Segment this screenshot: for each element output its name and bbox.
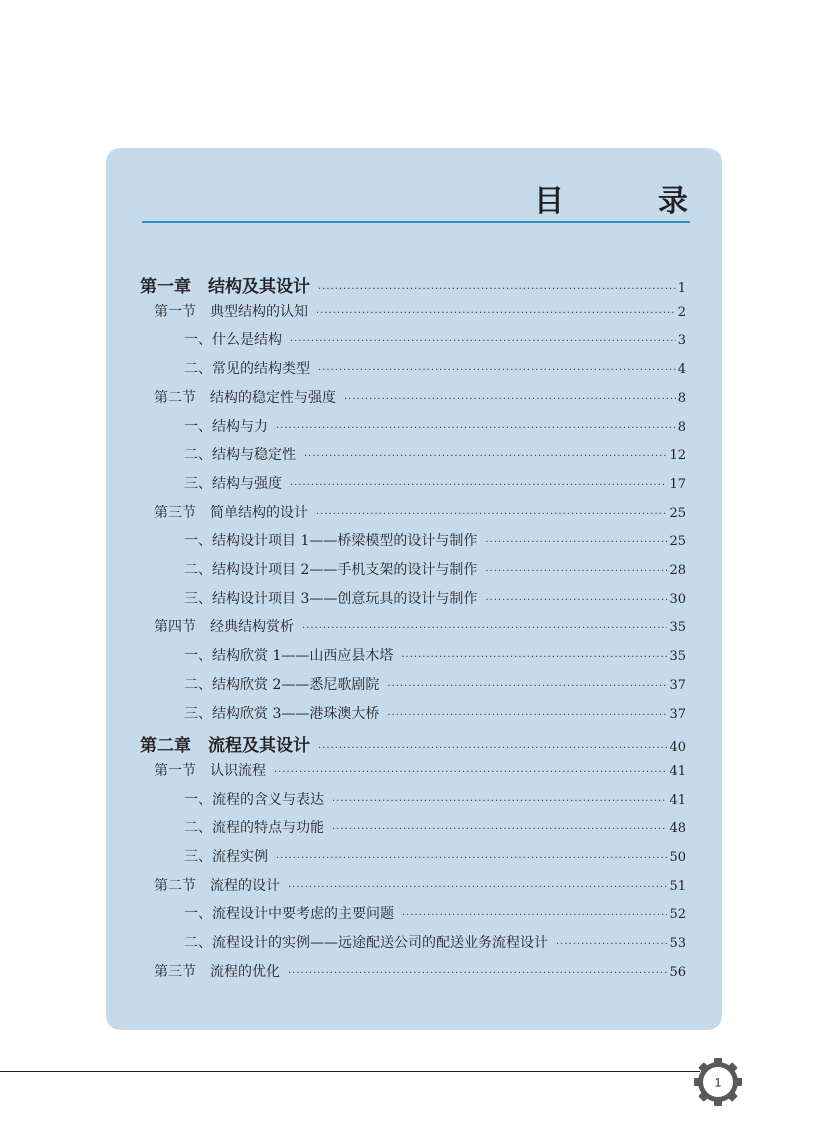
toc-page-number: 28: [669, 563, 686, 578]
leader-dots: [276, 423, 676, 434]
leader-dots: [485, 566, 667, 577]
toc-page-number: 41: [669, 763, 686, 779]
title-rule: [142, 221, 690, 223]
toc-page-number: 50: [669, 850, 686, 865]
toc-subsection[interactable]: [184, 530, 686, 556]
toc-section[interactable]: [154, 760, 686, 786]
leader-dots: [304, 451, 667, 462]
toc-subsection[interactable]: [184, 674, 686, 700]
leader-dots: [290, 480, 667, 491]
leader-dots: [276, 853, 667, 864]
toc-label: 第一节 典型结构的认知: [154, 303, 308, 320]
toc-page-number: 30: [669, 591, 686, 607]
toc-page-number: 3: [677, 333, 686, 349]
toc-label: 第二节 结构的稳定性与强度: [154, 389, 336, 406]
toc-section[interactable]: [154, 502, 686, 528]
toc-page-number: 35: [669, 649, 686, 665]
leader-dots: [332, 796, 667, 807]
toc-page-number: 51: [669, 878, 686, 894]
leader-dots: [274, 767, 667, 778]
leader-dots: [316, 509, 667, 520]
toc-label: 三、结构与强度: [184, 475, 282, 492]
toc-subsection[interactable]: [184, 645, 686, 671]
toc-page-number: 37: [669, 706, 686, 722]
toc-label: 一、什么是结构: [184, 332, 282, 349]
toc-page-number: 37: [669, 677, 686, 693]
leader-dots: [288, 882, 667, 893]
leader-dots: [402, 910, 667, 921]
toc-section[interactable]: [154, 301, 686, 327]
toc-label: 二、常见的结构类型: [184, 361, 310, 378]
leader-dots: [290, 336, 676, 347]
toc-label: 第一章 结构及其设计: [140, 277, 310, 297]
toc-label: 第四节 经典结构赏析: [154, 619, 294, 636]
toc-label: 一、流程设计中要考虑的主要问题: [184, 906, 394, 923]
toc-label: 二、结构欣赏 2——悉尼歌剧院: [184, 676, 380, 693]
toc-page-number: 12: [669, 448, 686, 464]
leader-dots: [318, 743, 667, 754]
toc-page-number: 48: [669, 821, 686, 837]
toc-label: 第二节 流程的设计: [154, 877, 280, 894]
page-number: 1: [714, 1075, 722, 1090]
toc-page-number: 25: [669, 534, 686, 550]
toc-page-number: 52: [669, 907, 686, 923]
toc-page-number: 35: [669, 620, 686, 636]
leader-dots: [288, 968, 667, 979]
leader-dots: [485, 537, 667, 548]
toc-panel: [106, 148, 722, 1030]
toc-label: 二、流程设计的实例——远途配送公司的配送业务流程设计: [184, 935, 548, 952]
toc-page-number: 4: [677, 362, 686, 378]
toc-page-number: 1: [677, 281, 686, 296]
toc-page-number: 40: [669, 740, 686, 756]
toc-subsection[interactable]: [184, 932, 686, 958]
toc-subsection[interactable]: [184, 416, 686, 442]
toc-label: 第二章 流程及其设计: [140, 736, 310, 757]
toc-label: 一、结构欣赏 1——山西应县木塔: [184, 648, 394, 665]
toc-page-number: 41: [669, 792, 686, 808]
toc-page-number: 2: [677, 304, 686, 320]
toc-label: 一、结构与力: [184, 418, 268, 435]
toc-subsection[interactable]: [184, 473, 686, 499]
leader-dots: [556, 939, 667, 950]
toc-subsection[interactable]: [184, 703, 686, 729]
leader-dots: [316, 308, 676, 319]
toc-subsection[interactable]: [184, 846, 686, 872]
toc-subsection[interactable]: [184, 817, 686, 843]
toc-section[interactable]: [154, 616, 686, 642]
toc-subsection[interactable]: [184, 329, 686, 355]
leader-dots: [332, 824, 667, 835]
leader-dots: [344, 394, 676, 405]
toc-label: 二、结构与稳定性: [184, 447, 296, 464]
leader-dots: [401, 652, 667, 663]
toc-subsection[interactable]: [184, 559, 686, 585]
toc-label: 二、流程的特点与功能: [184, 820, 324, 837]
toc-section[interactable]: [154, 875, 686, 901]
toc-label: 三、结构设计项目 3——创意玩具的设计与制作: [184, 590, 478, 607]
toc-subsection[interactable]: [184, 444, 686, 470]
toc-chapter[interactable]: [140, 731, 686, 757]
toc-label: 第三节 流程的优化: [154, 963, 280, 980]
leader-dots: [318, 284, 676, 295]
leader-dots: [302, 623, 667, 634]
toc-page-number: 56: [669, 964, 686, 980]
toc-subsection[interactable]: [184, 903, 686, 929]
leader-dots: [318, 365, 676, 376]
toc-label: 一、结构设计项目 1——桥梁模型的设计与制作: [184, 533, 478, 550]
toc-page-number: 17: [669, 476, 686, 492]
toc-label: 三、流程实例: [184, 849, 268, 865]
toc-page-number: 53: [669, 936, 686, 952]
toc-subsection[interactable]: [184, 789, 686, 815]
page-title: 目 录: [534, 184, 720, 219]
toc-subsection[interactable]: [184, 358, 686, 384]
toc-label: 二、结构设计项目 2——手机支架的设计与制作: [184, 562, 478, 578]
toc-subsection[interactable]: [184, 588, 686, 614]
gear-icon: [694, 1058, 742, 1106]
toc-label: 一、流程的含义与表达: [184, 791, 324, 808]
leader-dots: [387, 681, 667, 692]
leader-dots: [387, 710, 667, 721]
toc-label: 第三节 简单结构的设计: [154, 504, 308, 521]
toc-page-number: 8: [677, 419, 686, 435]
leader-dots: [485, 595, 667, 606]
toc-chapter[interactable]: [140, 272, 686, 298]
toc-section[interactable]: [154, 387, 686, 413]
toc-section[interactable]: [154, 961, 686, 987]
toc-page-number: 8: [677, 390, 686, 406]
toc-label: 三、结构欣赏 3——港珠澳大桥: [184, 705, 380, 722]
toc-label: 第一节 认识流程: [154, 762, 266, 779]
toc-page-number: 25: [669, 505, 686, 521]
footer-line: [0, 1071, 700, 1072]
